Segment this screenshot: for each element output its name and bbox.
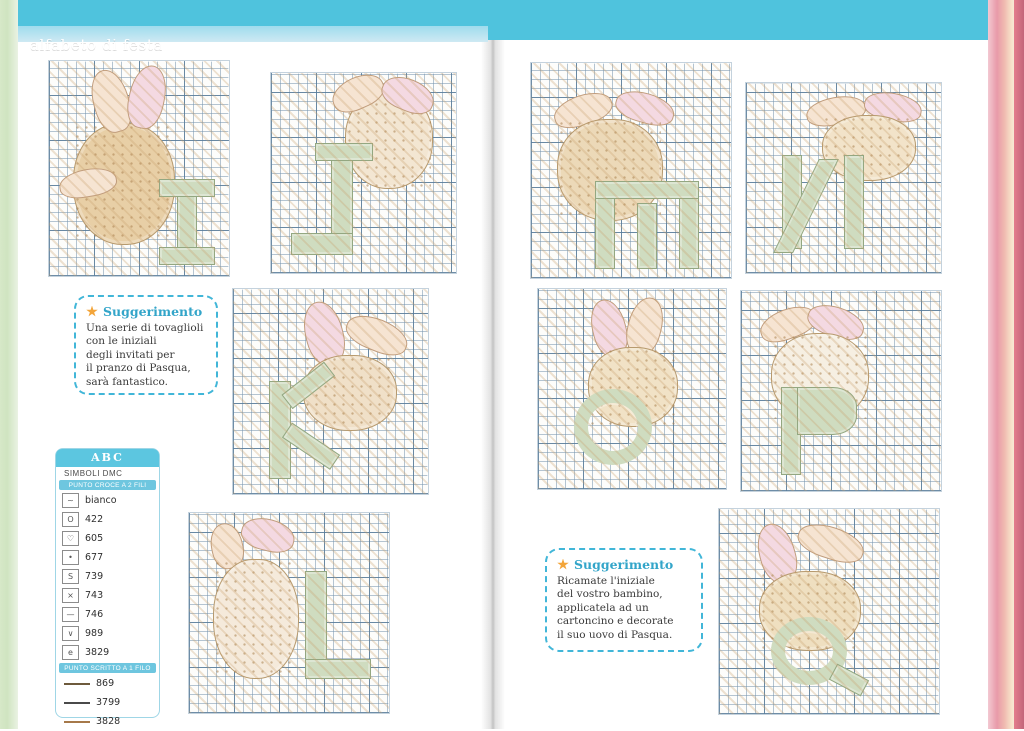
bunny-ear-right [341,308,412,362]
chart-letter-j-hook [291,233,353,255]
cross-stitch-chart-q [718,508,940,715]
legend-row [56,567,159,586]
tip-title: Suggerimento [574,557,674,572]
thread-code: 869 [96,678,115,689]
thread-code: 422 [85,514,104,525]
tip-line: Ricamate l'iniziale [557,575,655,587]
symbol-swatch: ∨ [62,626,79,641]
legend-row [56,624,159,643]
legend-row [56,586,159,605]
tip-line: degli invitati per [86,348,175,361]
thread-code: 605 [85,533,104,544]
star-icon [86,306,98,318]
cross-stitch-chart-k [232,288,429,495]
legend-subtitle: SIMBOLI DMC [64,469,123,478]
tip-line: sarà fantastico. [86,375,168,388]
legend-abc-title: ABC [56,449,159,467]
chart-letter-m-top [595,181,699,199]
cross-stitch-chart-n [745,82,942,274]
symbol-swatch: — [62,607,79,622]
legend-row [56,605,159,624]
bunny-ear-right [238,513,298,557]
backstitch-line-icon [64,683,90,685]
tip-body [86,322,206,389]
chart-letter-i-serif-top [159,179,215,197]
backstitch-line-icon [64,721,90,723]
chart-letter-o [574,389,652,465]
tip-line: del vostro bambino, [557,588,663,601]
chart-letter-q-tail [829,664,869,697]
legend-row [56,548,159,567]
star-icon [557,559,569,571]
thread-code: 3799 [96,697,121,708]
cross-stitch-chart-i [48,60,230,277]
thread-code: 746 [85,609,104,620]
legend-row [56,491,159,510]
tip-line: Una serie di tovaglioli [86,322,204,334]
cross-stitch-chart-o [537,288,727,490]
tip-line: con le iniziali [86,335,157,348]
bunny-body [213,559,299,679]
tip-line: il pranzo di Pasqua, [86,362,191,375]
tip-header [86,304,206,319]
legend-row-backstitch [56,674,159,693]
legend-section-backstitch: PUNTO SCRITTO A 1 FILO [59,663,156,673]
symbol-swatch: ~ [62,493,79,508]
thread-code: bianco [85,495,117,506]
thread-code: 743 [85,590,104,601]
thread-code: 677 [85,552,104,563]
tip-line: applicatela ad un [557,601,649,614]
chart-letter-p-bowl [797,387,857,435]
chart-letter-i-serif-bottom [159,247,215,265]
cross-stitch-chart-l [188,512,390,714]
cross-stitch-chart-p [740,290,942,492]
symbol-swatch: S [62,569,79,584]
bunny-ear-right [794,517,869,568]
thread-code: 989 [85,628,104,639]
symbol-swatch: × [62,588,79,603]
legend-section-fullstitch: PUNTO CROCE A 2 FILI [59,480,156,490]
page-edge-left [0,0,18,729]
tip-line: il suo uovo di Pasqua. [557,628,673,641]
bunny-ear-right [123,62,172,132]
legend-row-backstitch [56,693,159,712]
book-gutter [481,0,505,729]
page-title: alfabeto di festa [30,36,164,54]
page-edge-rim [1014,0,1024,729]
thread-code: 739 [85,571,104,582]
cross-stitch-chart-m [530,62,732,279]
symbol-swatch: O [62,512,79,527]
symbol-swatch: e [62,645,79,660]
tip-body [557,575,691,642]
chart-letter-l-foot [305,659,371,679]
symbol-swatch: ♡ [62,531,79,546]
symbol-swatch: • [62,550,79,565]
tip-title: Suggerimento [103,304,203,319]
legend-panel [55,448,160,727]
backstitch-line-icon [64,702,90,704]
tip-line: cartoncino e decorate [557,615,674,628]
page-edge-right [988,0,1024,729]
legend-row [56,643,159,662]
bunny-body [822,115,916,181]
chart-letter-m-mid [637,203,657,269]
tip-header [557,557,691,572]
thread-code: 3829 [85,647,110,658]
legend-row [56,529,159,548]
chart-letter-n-right [844,155,864,249]
cross-stitch-chart-j [270,72,457,274]
tip-box-1 [74,295,218,395]
tip-box-2 [545,548,703,652]
thread-code: 3828 [96,716,121,727]
legend-row [56,510,159,529]
legend-row-backstitch [56,712,159,731]
chart-letter-j-top [315,143,373,161]
